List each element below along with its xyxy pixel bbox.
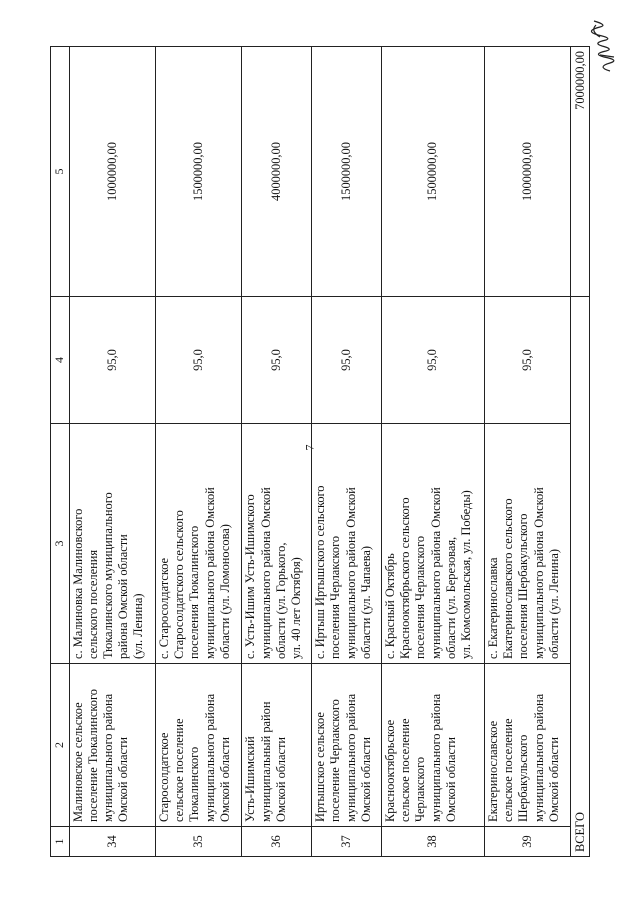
cell-line: поселения Шербакульского bbox=[516, 513, 531, 659]
total-value: 7000000,00 bbox=[571, 47, 590, 297]
cell-line: Екатеринославского сельского bbox=[501, 498, 516, 659]
cell-line: муниципального района Омской bbox=[343, 487, 358, 659]
percent-cell: 95,0 bbox=[242, 297, 312, 424]
cell-line: поселения Тюкалинского bbox=[187, 525, 202, 659]
cell-line: муниципального района bbox=[428, 693, 443, 822]
total-label: ВСЕГО bbox=[571, 297, 590, 857]
table-row bbox=[312, 47, 382, 857]
cell-line: Усть-Ишимский bbox=[243, 736, 258, 822]
cell-line: ул. Комсомольская, ул. Победы) bbox=[458, 490, 473, 659]
cell-line: сельское поселение bbox=[398, 718, 413, 822]
cell-line: сельское поселение bbox=[172, 718, 187, 822]
municipality-cell bbox=[381, 664, 484, 827]
cell-line: Омской области bbox=[273, 736, 288, 822]
location-cell bbox=[484, 424, 570, 664]
row-number: 36 bbox=[242, 827, 312, 857]
cell-line: Иртышское сельское bbox=[313, 712, 328, 822]
cell-line: Малиновское сельское bbox=[70, 702, 85, 822]
total-row bbox=[571, 47, 590, 857]
table-row bbox=[155, 47, 241, 857]
cell-line: области (ул. Ленина) bbox=[546, 548, 561, 659]
amount-cell: 1000000,00 bbox=[484, 47, 570, 297]
amount-cell: 1500000,00 bbox=[155, 47, 241, 297]
row-number: 35 bbox=[155, 827, 241, 857]
percent-cell: 95,0 bbox=[381, 297, 484, 424]
cell-line: муниципальный район bbox=[258, 701, 273, 822]
cell-line: муниципального района Омской bbox=[202, 487, 217, 659]
cell-line: Старосолдатское bbox=[156, 732, 171, 822]
cell-line: Тюкалинского муниципального bbox=[100, 492, 115, 659]
row-number: 37 bbox=[312, 827, 382, 857]
cell-line: (ул. Ленина) bbox=[131, 593, 146, 659]
cell-line: Омской области bbox=[546, 736, 561, 822]
cell-line: с. Красный Октябрь bbox=[382, 553, 397, 659]
cell-line: Краснооктябрьское bbox=[382, 719, 397, 822]
cell-line: поселение Черлакского bbox=[328, 699, 343, 822]
data-table bbox=[50, 46, 590, 857]
cell-line: области (ул. Ломоносова) bbox=[217, 524, 232, 659]
table-row bbox=[381, 47, 484, 857]
cell-line: области (ул. Березовая, bbox=[443, 536, 458, 659]
column-number-row bbox=[51, 47, 70, 857]
table-row bbox=[242, 47, 312, 857]
row-number: 38 bbox=[381, 827, 484, 857]
column-number-3: 3 bbox=[51, 424, 70, 664]
cell-line: Омской области bbox=[443, 736, 458, 822]
location-cell bbox=[242, 424, 312, 664]
column-number-5: 5 bbox=[51, 47, 70, 297]
cell-line: муниципального района Омской bbox=[428, 487, 443, 659]
cell-line: с. Иртыш Иртышского сельского bbox=[313, 485, 328, 659]
cell-line: муниципального района Омской bbox=[531, 487, 546, 659]
table-row bbox=[484, 47, 570, 857]
cell-line: области (ул. Горького, bbox=[273, 542, 288, 659]
cell-line: сельского поселения bbox=[85, 549, 100, 659]
cell-line: Шербакульского bbox=[516, 734, 531, 822]
amount-cell: 1500000,00 bbox=[312, 47, 382, 297]
cell-line: муниципального района bbox=[531, 693, 546, 822]
cell-line: поселения Черлакского bbox=[328, 535, 343, 659]
cell-line: Тюкалинского bbox=[187, 746, 202, 822]
rotated-table-wrapper bbox=[50, 47, 590, 857]
cell-line: с. Старосолдатское bbox=[156, 557, 171, 659]
cell-line: муниципального района Омской bbox=[258, 487, 273, 659]
municipality-cell bbox=[69, 664, 155, 827]
cell-line: с. Малиновка Малиновского bbox=[70, 508, 85, 659]
column-number-4: 4 bbox=[51, 297, 70, 424]
cell-line: Краснооктябрьского сельского bbox=[398, 497, 413, 659]
location-cell bbox=[381, 424, 484, 664]
percent-cell: 95,0 bbox=[69, 297, 155, 424]
cell-line: Старосолдатского сельского bbox=[172, 510, 187, 659]
cell-line: сельское поселение bbox=[501, 718, 516, 822]
percent-cell: 95,0 bbox=[155, 297, 241, 424]
municipality-cell bbox=[484, 664, 570, 827]
percent-cell: 95,0 bbox=[312, 297, 382, 424]
cell-line: с. Усть-Ишим Усть-Ишимского bbox=[243, 494, 258, 659]
percent-cell: 95,0 bbox=[484, 297, 570, 424]
cell-line: Екатеринославское bbox=[485, 720, 500, 822]
cell-line: области (ул. Чапаева) bbox=[358, 545, 373, 659]
amount-cell: 1500000,00 bbox=[381, 47, 484, 297]
amount-cell: 1000000,00 bbox=[69, 47, 155, 297]
cell-line: ул. 40 лет Октября) bbox=[289, 557, 303, 659]
row-number: 34 bbox=[69, 827, 155, 857]
cell-line: муниципального района bbox=[343, 693, 358, 822]
cell-line: муниципального района bbox=[100, 693, 115, 822]
amount-cell: 4000000,00 bbox=[242, 47, 312, 297]
page-number: 7 bbox=[302, 444, 317, 451]
cell-line: поселение Тюкалинского bbox=[85, 689, 100, 822]
municipality-cell bbox=[242, 664, 312, 827]
cell-line: поселения Черлакского bbox=[413, 535, 428, 659]
cell-line: с. Екатеринославка bbox=[485, 557, 500, 659]
location-cell bbox=[69, 424, 155, 664]
cell-line: Омской области bbox=[116, 736, 131, 822]
cell-line: Черлакского bbox=[413, 756, 428, 822]
cell-line: Омской области bbox=[217, 736, 232, 822]
column-number-2: 2 bbox=[51, 664, 70, 827]
table-row bbox=[69, 47, 155, 857]
municipality-cell bbox=[312, 664, 382, 827]
municipality-cell bbox=[155, 664, 241, 827]
column-number-1: 1 bbox=[51, 827, 70, 857]
cell-line: Омской области bbox=[358, 736, 373, 822]
cell-line: муниципального района bbox=[202, 693, 217, 822]
cell-line: района Омской области bbox=[116, 534, 131, 659]
location-cell bbox=[312, 424, 382, 664]
row-number: 39 bbox=[484, 827, 570, 857]
location-cell bbox=[155, 424, 241, 664]
